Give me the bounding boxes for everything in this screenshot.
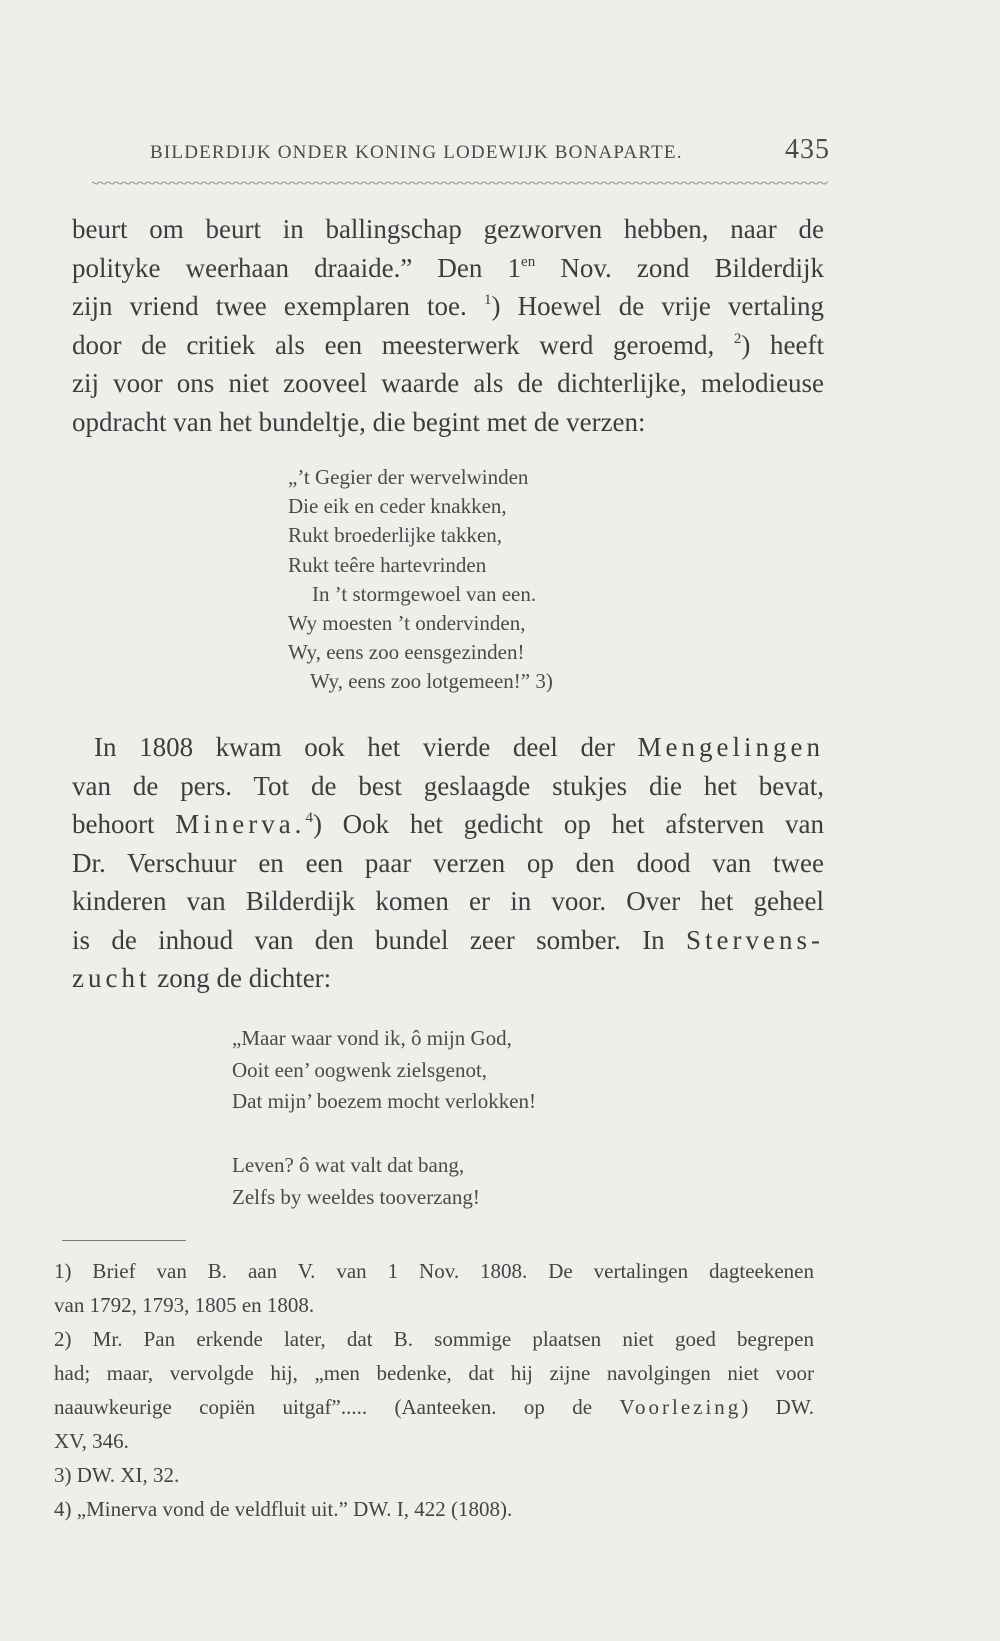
verse-line: Rukt teêre hartevrinden: [288, 552, 487, 577]
footnote-1-cont: van 1792, 1793, 1805 en 1808.: [54, 1293, 315, 1317]
footnote-ref-1: 1: [483, 292, 492, 308]
verse-block-3: [232, 1150, 480, 1213]
paragraph-line: is de inhoud van den bundel zeer somber. In Stervens-: [72, 924, 824, 955]
spaced-title: Stervens-: [686, 924, 824, 955]
verse-block-1: [288, 463, 553, 697]
verse-line: Leven? ô wat valt dat bang,: [232, 1153, 465, 1177]
paragraph-line: door de critiek als een meesterwerk werd geroemd, $^2$) heeft: [72, 329, 824, 360]
paragraph-line: behoort Minerva.$^4$) Ook het gedicht op het afsterven van: [72, 809, 824, 839]
superscript: en: [521, 253, 536, 270]
footnotes: [54, 1256, 814, 1528]
spaced-title: Minerva.: [175, 809, 306, 839]
spaced-title: Voorlezing: [619, 1395, 742, 1419]
paragraph-line: kinderen van Bilderdijk komen er in voor. Over het geheel: [72, 886, 824, 916]
paragraph-line: zij voor ons niet zooveel waarde als de dichterlijke, melodieuse: [72, 368, 824, 398]
header-wavy-rule: [92, 180, 828, 186]
verse-line: In ’t stormgewoel van een.: [312, 581, 537, 606]
paragraph-line: van de pers. Tot de best geslaagde stukjes die het bevat,: [72, 770, 824, 801]
header-title: BILDERDIJK ONDER KONING LODEWIJK BONAPARTE.: [150, 142, 683, 163]
verse-line: Die eik en ceder knakken,: [288, 494, 507, 519]
verse-line: Wy, eens zoo eensgezinden!: [288, 640, 525, 665]
verse-line: Dat mijn’ boezem mocht verlokken!: [232, 1089, 537, 1113]
paragraph-line: Dr. Verschuur en een paar verzen op den dood van twee: [72, 847, 824, 878]
spaced-title: zucht: [72, 963, 151, 993]
running-header: [150, 134, 830, 166]
verse-line: Wy moesten ’t ondervinden,: [288, 611, 526, 636]
paragraph-line: beurt om beurt in ballingschap gezworven hebben, naar de: [72, 214, 824, 244]
paragraph-2: [72, 728, 824, 998]
footnote-2-cont: naauwkeurige copiën uitgaf”..... (Aanteeken. op de Voorlezing) DW.: [54, 1395, 814, 1419]
paragraph-line: opdracht van het bundeltje, die begint met de verzen:: [72, 406, 646, 437]
paragraph-line: zijn vriend twee exemplaren toe. $^1$) Hoewel de vrije vertaling: [72, 291, 824, 321]
verse-line: „’t Gegier der wervelwinden: [288, 465, 529, 489]
paragraph-line: In 1808 kwam ook het vierde deel der Mengelingen: [94, 732, 824, 762]
footnote-3: 3) DW. XI, 32.: [54, 1463, 180, 1487]
footnote-2-cont: had; maar, vervolgde hij, „men bedenke, dat hij zijne navolgingen niet voor: [54, 1361, 814, 1385]
footnote-divider: [62, 1240, 186, 1241]
spaced-title: Mengelingen: [637, 732, 824, 762]
footnote-4: 4) „Minerva vond de veldfluit uit.” DW. I, 422 (1808).: [54, 1497, 513, 1521]
verse-line: Wy, eens zoo lotgemeen!” 3): [310, 669, 553, 694]
paragraph-line: zucht zong de dichter:: [72, 963, 332, 993]
verse-line: Zelfs by weeldes tooverzang!: [232, 1184, 480, 1209]
footnote-1: 1) Brief van B. aan V. van 1 Nov. 1808. De vertalingen dagteekenen: [54, 1259, 814, 1283]
page-number: 435: [785, 134, 830, 165]
footnote-2: 2) Mr. Pan erkende later, dat B. sommige plaatsen niet goed begrepen: [54, 1327, 814, 1351]
verse-line: Rukt broederlijke takken,: [288, 523, 503, 548]
verse-line: Ooit een’ oogwenk zielsgenot,: [232, 1057, 488, 1082]
footnote-ref-2: 2: [733, 330, 742, 347]
paragraph-1: [72, 210, 824, 441]
verse-block-2: [232, 1023, 536, 1118]
verse-line: „Maar waar vond ik, ô mijn God,: [232, 1026, 512, 1050]
paragraph-line: polityke weerhaan draaide.” Den 1$^{en}$ Nov. zond Bilderdijk: [72, 252, 825, 283]
footnote-2-cont: XV, 346.: [54, 1429, 129, 1453]
footnote-ref-4: 4: [305, 810, 313, 826]
